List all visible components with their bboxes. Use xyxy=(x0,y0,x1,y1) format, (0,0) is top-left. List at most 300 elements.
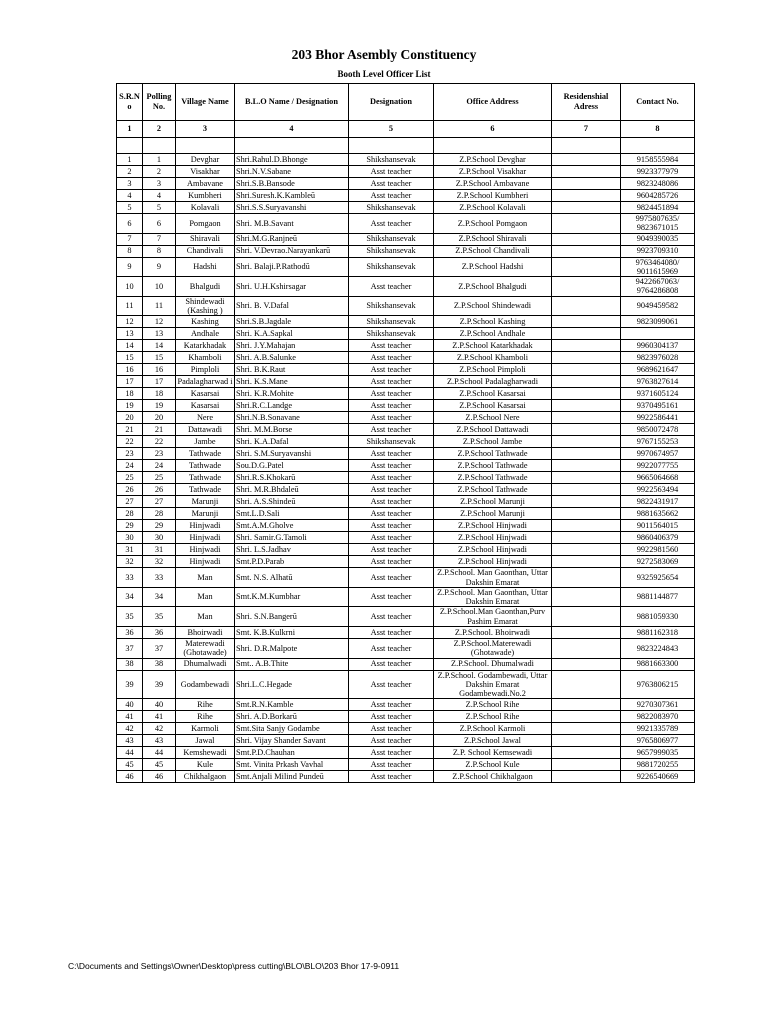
cell-polling-no: 23 xyxy=(143,448,176,460)
cell-office-address: Z.P.School Hinjwadi xyxy=(434,544,552,556)
table-row xyxy=(117,556,695,568)
table-row xyxy=(117,658,695,670)
cell-polling-no: 44 xyxy=(143,747,176,759)
cell-blo-name: Shri. M.R.Bhdaleū xyxy=(235,484,349,496)
cell-residential-address xyxy=(552,658,621,670)
cell-office-address: Z.P.School Chikhalgaon xyxy=(434,771,552,783)
cell-residential-address xyxy=(552,607,621,627)
cell-srno: 2 xyxy=(117,166,143,178)
cell-contact-no: 9270307361 xyxy=(621,699,695,711)
cell-srno: 14 xyxy=(117,340,143,352)
cell-blo-name: Shri. Vijay Shander Savant xyxy=(235,735,349,747)
cell-contact-no: 9763806215 xyxy=(621,670,695,699)
table-row xyxy=(117,568,695,588)
cell-residential-address xyxy=(552,532,621,544)
cell-blo-name: Smt.R.N.Kamble xyxy=(235,699,349,711)
header-blo-name: B.L.O Name / Designation xyxy=(235,84,349,121)
column-number: 5 xyxy=(349,121,434,138)
table-row xyxy=(117,496,695,508)
cell-village-name: Kumbheri xyxy=(176,190,235,202)
table-row xyxy=(117,166,695,178)
cell-polling-no: 13 xyxy=(143,328,176,340)
cell-residential-address xyxy=(552,376,621,388)
cell-village-name: Marunji xyxy=(176,496,235,508)
header-srno: S.R.N o xyxy=(117,84,143,121)
cell-residential-address xyxy=(552,568,621,588)
cell-polling-no: 18 xyxy=(143,388,176,400)
cell-designation: Asst teacher xyxy=(349,711,434,723)
cell-contact-no: 9960304137 xyxy=(621,340,695,352)
cell-village-name: Kemshewadi xyxy=(176,747,235,759)
cell-blo-name: Shri. M.B.Savant xyxy=(235,214,349,234)
cell-residential-address xyxy=(552,233,621,245)
cell-designation: Asst teacher xyxy=(349,277,434,297)
cell-office-address: Z.P.School Padalagharwadi xyxy=(434,376,552,388)
table-row xyxy=(117,484,695,496)
cell-blo-name: Shri. U.H.Kshirsagar xyxy=(235,277,349,297)
cell-office-address: Z.P.School Tathwade xyxy=(434,448,552,460)
cell-polling-no: 14 xyxy=(143,340,176,352)
cell-srno: 33 xyxy=(117,568,143,588)
cell-designation: Asst teacher xyxy=(349,759,434,771)
cell-blo-name: Shri. Balaji.P.Rathodū xyxy=(235,257,349,277)
cell-contact-no: 9922563494 xyxy=(621,484,695,496)
cell-office-address: Z.P.School Tathwade xyxy=(434,484,552,496)
table-row xyxy=(117,587,695,607)
cell-polling-no: 43 xyxy=(143,735,176,747)
cell-village-name: Bhalgudi xyxy=(176,277,235,297)
cell-designation: Shikshansevak xyxy=(349,202,434,214)
cell-blo-name: Shri. A.S.Shindeū xyxy=(235,496,349,508)
table-row xyxy=(117,214,695,234)
column-number: 7 xyxy=(552,121,621,138)
cell-srno: 15 xyxy=(117,352,143,364)
table-row xyxy=(117,747,695,759)
cell-contact-no: 9922981560 xyxy=(621,544,695,556)
cell-residential-address xyxy=(552,670,621,699)
cell-polling-no: 5 xyxy=(143,202,176,214)
table-row xyxy=(117,328,695,340)
cell-designation: Asst teacher xyxy=(349,568,434,588)
cell-srno: 40 xyxy=(117,699,143,711)
cell-village-name: Nere xyxy=(176,412,235,424)
header-row xyxy=(117,84,695,121)
cell-polling-no: 40 xyxy=(143,699,176,711)
cell-blo-name: Shri. L.S.Jadhav xyxy=(235,544,349,556)
cell-polling-no: 39 xyxy=(143,670,176,699)
cell-village-name: Tathwade xyxy=(176,460,235,472)
cell-office-address: Z.P.School. Man Gaonthan, Uttar Dakshin Emarat xyxy=(434,587,552,607)
cell-office-address: Z.P.School Kasarsai xyxy=(434,388,552,400)
cell-designation: Asst teacher xyxy=(349,484,434,496)
cell-designation: Asst teacher xyxy=(349,340,434,352)
header-residential-address: Residenshial Adress xyxy=(552,84,621,121)
cell-srno: 26 xyxy=(117,484,143,496)
cell-contact-no: 9823248086 xyxy=(621,178,695,190)
cell-blo-name: Shri.S.B.Bansode xyxy=(235,178,349,190)
cell-designation: Asst teacher xyxy=(349,544,434,556)
cell-polling-no: 42 xyxy=(143,723,176,735)
cell-contact-no: 9226540669 xyxy=(621,771,695,783)
cell-blo-name: Shri.N.B.Sonavane xyxy=(235,412,349,424)
cell-residential-address xyxy=(552,484,621,496)
cell-residential-address xyxy=(552,638,621,658)
table-row xyxy=(117,202,695,214)
cell-srno: 28 xyxy=(117,508,143,520)
cell-polling-no: 19 xyxy=(143,400,176,412)
cell-blo-name: Shri.Rahul.D.Bhonge xyxy=(235,154,349,166)
cell-village-name: Karmoli xyxy=(176,723,235,735)
cell-contact-no: 9881663300 xyxy=(621,658,695,670)
cell-contact-no: 9822431917 xyxy=(621,496,695,508)
cell-contact-no: 9371605124 xyxy=(621,388,695,400)
cell-blo-name: Shri. S.M.Suryavanshi xyxy=(235,448,349,460)
cell-village-name: Pimploli xyxy=(176,364,235,376)
cell-designation: Asst teacher xyxy=(349,178,434,190)
cell-blo-name: Smt.P.D.Parab xyxy=(235,556,349,568)
cell-blo-name: Smt.Sita Sanjy Godambe xyxy=(235,723,349,735)
cell-blo-name: Shri.R.C.Landge xyxy=(235,400,349,412)
table-row xyxy=(117,759,695,771)
cell-blo-name: Shri. B. V.Dafal xyxy=(235,296,349,316)
cell-office-address: Z.P.School Bhalgudi xyxy=(434,277,552,297)
cell-office-address: Z.P.School Kolavali xyxy=(434,202,552,214)
cell-srno: 16 xyxy=(117,364,143,376)
cell-office-address: Z.P.School. Man Gaonthan, Uttar Dakshin Emarat xyxy=(434,568,552,588)
cell-residential-address xyxy=(552,747,621,759)
cell-srno: 12 xyxy=(117,316,143,328)
table-row xyxy=(117,448,695,460)
file-path-footer: C:\Documents and Settings\Owner\Desktop\press cutting\BLO\BLO\203 Bhor 17-9-0911 xyxy=(68,961,400,971)
cell-designation: Asst teacher xyxy=(349,587,434,607)
cell-residential-address xyxy=(552,496,621,508)
cell-blo-name: Shri. B.K.Raut xyxy=(235,364,349,376)
cell-polling-no: 24 xyxy=(143,460,176,472)
cell-designation: Asst teacher xyxy=(349,556,434,568)
document-title: 203 Bhor Asembly Constituency xyxy=(291,47,477,62)
cell-designation: Asst teacher xyxy=(349,508,434,520)
cell-contact-no: 9422667063/ 9764286808 xyxy=(621,277,695,297)
cell-office-address: Z.P.School Devghar xyxy=(434,154,552,166)
header-designation: Designation xyxy=(349,84,434,121)
cell-contact-no: 9049459582 xyxy=(621,296,695,316)
cell-srno: 36 xyxy=(117,626,143,638)
cell-designation: Shikshansevak xyxy=(349,233,434,245)
cell-srno: 22 xyxy=(117,436,143,448)
table-row xyxy=(117,340,695,352)
cell-village-name: Chandivali xyxy=(176,245,235,257)
cell-office-address: Z.P.School Kashing xyxy=(434,316,552,328)
cell-office-address: Z.P.School Karmoli xyxy=(434,723,552,735)
cell-village-name: Kasarsai xyxy=(176,400,235,412)
cell-office-address: Z.P.School Dattawadi xyxy=(434,424,552,436)
cell-polling-no: 2 xyxy=(143,166,176,178)
cell-residential-address xyxy=(552,190,621,202)
table-row xyxy=(117,735,695,747)
cell-contact-no: 9881162318 xyxy=(621,626,695,638)
cell-polling-no: 3 xyxy=(143,178,176,190)
cell-residential-address xyxy=(552,626,621,638)
cell-blo-name: Shri.N.V.Sabane xyxy=(235,166,349,178)
cell-residential-address xyxy=(552,711,621,723)
cell-village-name: Rihe xyxy=(176,699,235,711)
cell-blo-name: Sou.D.G.Patel xyxy=(235,460,349,472)
cell-residential-address xyxy=(552,202,621,214)
cell-srno: 27 xyxy=(117,496,143,508)
cell-office-address: Z.P.School.Man Gaonthan,Purv Pashim Emarat xyxy=(434,607,552,627)
cell-srno: 39 xyxy=(117,670,143,699)
column-number: 1 xyxy=(117,121,143,138)
cell-blo-name: Shri.S.B.Jagdale xyxy=(235,316,349,328)
table-row xyxy=(117,607,695,627)
cell-office-address: Z.P.School. Dhumalwadi xyxy=(434,658,552,670)
cell-srno: 19 xyxy=(117,400,143,412)
table-row xyxy=(117,472,695,484)
cell-srno: 38 xyxy=(117,658,143,670)
cell-residential-address xyxy=(552,587,621,607)
cell-designation: Asst teacher xyxy=(349,638,434,658)
cell-polling-no: 46 xyxy=(143,771,176,783)
cell-village-name: Jambe xyxy=(176,436,235,448)
cell-polling-no: 10 xyxy=(143,277,176,297)
table-row xyxy=(117,532,695,544)
cell-srno: 45 xyxy=(117,759,143,771)
cell-office-address: Z.P.School Andhale xyxy=(434,328,552,340)
cell-village-name: Kashing xyxy=(176,316,235,328)
cell-designation: Asst teacher xyxy=(349,520,434,532)
cell-residential-address xyxy=(552,257,621,277)
cell-office-address: Z.P.School Marunji xyxy=(434,496,552,508)
cell-contact-no: 9923377979 xyxy=(621,166,695,178)
document-subtitle: Booth Level Officer List xyxy=(337,69,431,79)
table-row xyxy=(117,154,695,166)
cell-designation: Asst teacher xyxy=(349,352,434,364)
cell-blo-name: Smt. N.S. Alhatū xyxy=(235,568,349,588)
column-number: 4 xyxy=(235,121,349,138)
cell-designation: Shikshansevak xyxy=(349,257,434,277)
cell-village-name: Tathwade xyxy=(176,484,235,496)
cell-designation: Asst teacher xyxy=(349,496,434,508)
cell-residential-address xyxy=(552,556,621,568)
table-row xyxy=(117,670,695,699)
cell-village-name: Andhale xyxy=(176,328,235,340)
cell-blo-name: Smt. K.B.Kulkrni xyxy=(235,626,349,638)
cell-contact-no: 9763827614 xyxy=(621,376,695,388)
cell-residential-address xyxy=(552,277,621,297)
cell-village-name: Kasarsai xyxy=(176,388,235,400)
cell-designation: Asst teacher xyxy=(349,626,434,638)
cell-blo-name: Shri. A.D.Borkarū xyxy=(235,711,349,723)
cell-contact-no: 9689621647 xyxy=(621,364,695,376)
cell-residential-address xyxy=(552,508,621,520)
cell-office-address: Z.P.School Hinjwadi xyxy=(434,532,552,544)
cell-contact-no: 9325925654 xyxy=(621,568,695,588)
cell-designation: Asst teacher xyxy=(349,472,434,484)
cell-village-name: Visakhar xyxy=(176,166,235,178)
cell-designation: Shikshansevak xyxy=(349,296,434,316)
cell-designation: Asst teacher xyxy=(349,388,434,400)
cell-office-address: Z.P.School Jambe xyxy=(434,436,552,448)
cell-village-name: Man xyxy=(176,607,235,627)
cell-village-name: Kule xyxy=(176,759,235,771)
cell-residential-address xyxy=(552,771,621,783)
cell-designation: Shikshansevak xyxy=(349,245,434,257)
cell-residential-address xyxy=(552,412,621,424)
cell-office-address: Z.P.School Nere xyxy=(434,412,552,424)
cell-blo-name: Smt.P.D.Chauhan xyxy=(235,747,349,759)
cell-blo-name: Shri. K.R.Mohite xyxy=(235,388,349,400)
cell-residential-address xyxy=(552,166,621,178)
cell-blo-name: Smt. Vinita Prkash Vavhal xyxy=(235,759,349,771)
cell-blo-name: Smt.K.M.Kumbhar xyxy=(235,587,349,607)
table-row xyxy=(117,296,695,316)
cell-designation: Shikshansevak xyxy=(349,328,434,340)
cell-polling-no: 1 xyxy=(143,154,176,166)
cell-contact-no: 9823976028 xyxy=(621,352,695,364)
cell-designation: Asst teacher xyxy=(349,532,434,544)
header-village-name: Village Name xyxy=(176,84,235,121)
cell-blo-name: Shri. K.A.Sapkal xyxy=(235,328,349,340)
cell-residential-address xyxy=(552,520,621,532)
cell-residential-address xyxy=(552,436,621,448)
cell-srno: 7 xyxy=(117,233,143,245)
table-row xyxy=(117,723,695,735)
cell-contact-no: 9921335789 xyxy=(621,723,695,735)
cell-srno: 10 xyxy=(117,277,143,297)
cell-contact-no: 9922586441 xyxy=(621,412,695,424)
cell-blo-name: Shri. M.M.Borse xyxy=(235,424,349,436)
cell-village-name: Jawal xyxy=(176,735,235,747)
table-row xyxy=(117,277,695,297)
cell-office-address: Z.P.School Tathwade xyxy=(434,460,552,472)
cell-village-name: Katarkhadak xyxy=(176,340,235,352)
cell-office-address: Z.P.School. Godambewadi, Uttar Dakshin Emarat Godambewadi.No.2 xyxy=(434,670,552,699)
cell-srno: 23 xyxy=(117,448,143,460)
header-office-address: Office Address xyxy=(434,84,552,121)
cell-srno: 18 xyxy=(117,388,143,400)
table-row xyxy=(117,245,695,257)
cell-blo-name: Shri. A.B.Salunke xyxy=(235,352,349,364)
cell-blo-name: Shri. S.N.Bangerū xyxy=(235,607,349,627)
cell-village-name: Tathwade xyxy=(176,472,235,484)
column-number: 8 xyxy=(621,121,695,138)
cell-designation: Asst teacher xyxy=(349,670,434,699)
cell-office-address: Z.P.School Chandivali xyxy=(434,245,552,257)
cell-polling-no: 33 xyxy=(143,568,176,588)
cell-office-address: Z.P.School.Materewadi (Ghotawade) xyxy=(434,638,552,658)
cell-contact-no: 9158555984 xyxy=(621,154,695,166)
cell-srno: 32 xyxy=(117,556,143,568)
blo-table xyxy=(116,83,695,783)
cell-srno: 3 xyxy=(117,178,143,190)
cell-village-name: Pomgaon xyxy=(176,214,235,234)
cell-designation: Shikshansevak xyxy=(349,154,434,166)
cell-village-name: Kolavali xyxy=(176,202,235,214)
cell-designation: Asst teacher xyxy=(349,658,434,670)
cell-polling-no: 30 xyxy=(143,532,176,544)
cell-village-name: Devghar xyxy=(176,154,235,166)
cell-srno: 34 xyxy=(117,587,143,607)
cell-office-address: Z.P.School. Bhoirwadi xyxy=(434,626,552,638)
cell-polling-no: 4 xyxy=(143,190,176,202)
cell-office-address: Z.P.School Tathwade xyxy=(434,472,552,484)
table-row xyxy=(117,699,695,711)
cell-polling-no: 11 xyxy=(143,296,176,316)
cell-village-name: Man xyxy=(176,587,235,607)
cell-polling-no: 6 xyxy=(143,214,176,234)
cell-designation: Asst teacher xyxy=(349,364,434,376)
cell-designation: Asst teacher xyxy=(349,376,434,388)
cell-residential-address xyxy=(552,340,621,352)
cell-contact-no: 9881059330 xyxy=(621,607,695,627)
table-row xyxy=(117,520,695,532)
cell-polling-no: 45 xyxy=(143,759,176,771)
cell-srno: 5 xyxy=(117,202,143,214)
table-row xyxy=(117,233,695,245)
cell-village-name: Hinjwadi xyxy=(176,520,235,532)
table-row xyxy=(117,638,695,658)
cell-contact-no: 9823099061 xyxy=(621,316,695,328)
cell-office-address: Z.P.School Pimploli xyxy=(434,364,552,376)
cell-residential-address xyxy=(552,154,621,166)
cell-residential-address xyxy=(552,699,621,711)
cell-designation: Asst teacher xyxy=(349,400,434,412)
cell-srno: 8 xyxy=(117,245,143,257)
cell-srno: 30 xyxy=(117,532,143,544)
cell-residential-address xyxy=(552,352,621,364)
cell-office-address: Z.P.School Katarkhadak xyxy=(434,340,552,352)
cell-srno: 46 xyxy=(117,771,143,783)
cell-contact-no: 9049390035 xyxy=(621,233,695,245)
cell-srno: 35 xyxy=(117,607,143,627)
cell-srno: 25 xyxy=(117,472,143,484)
table-body xyxy=(117,154,695,783)
cell-polling-no: 41 xyxy=(143,711,176,723)
cell-srno: 6 xyxy=(117,214,143,234)
cell-residential-address xyxy=(552,178,621,190)
cell-village-name: Materewadi (Ghotawade) xyxy=(176,638,235,658)
cell-srno: 42 xyxy=(117,723,143,735)
table-row xyxy=(117,508,695,520)
table-row xyxy=(117,388,695,400)
cell-polling-no: 32 xyxy=(143,556,176,568)
table-row xyxy=(117,544,695,556)
table-row xyxy=(117,424,695,436)
cell-polling-no: 35 xyxy=(143,607,176,627)
cell-office-address: Z.P.School Jawal xyxy=(434,735,552,747)
cell-blo-name: Shri. J.Y.Mahajan xyxy=(235,340,349,352)
cell-polling-no: 12 xyxy=(143,316,176,328)
cell-polling-no: 21 xyxy=(143,424,176,436)
cell-office-address: Z.P.School Hadshi xyxy=(434,257,552,277)
cell-contact-no xyxy=(621,328,695,340)
cell-designation: Asst teacher xyxy=(349,735,434,747)
column-number-row xyxy=(117,121,695,138)
cell-office-address: Z.P.School Rihe xyxy=(434,711,552,723)
column-number: 3 xyxy=(176,121,235,138)
cell-contact-no: 9823224843 xyxy=(621,638,695,658)
cell-designation: Asst teacher xyxy=(349,607,434,627)
cell-srno: 41 xyxy=(117,711,143,723)
cell-office-address: Z.P.School Shiravali xyxy=(434,233,552,245)
cell-residential-address xyxy=(552,460,621,472)
cell-polling-no: 7 xyxy=(143,233,176,245)
cell-residential-address xyxy=(552,400,621,412)
cell-srno: 21 xyxy=(117,424,143,436)
cell-contact-no: 9975807635/ 9823671015 xyxy=(621,214,695,234)
cell-office-address: Z.P.School Rihe xyxy=(434,699,552,711)
cell-blo-name: Shri. D.R.Malpote xyxy=(235,638,349,658)
